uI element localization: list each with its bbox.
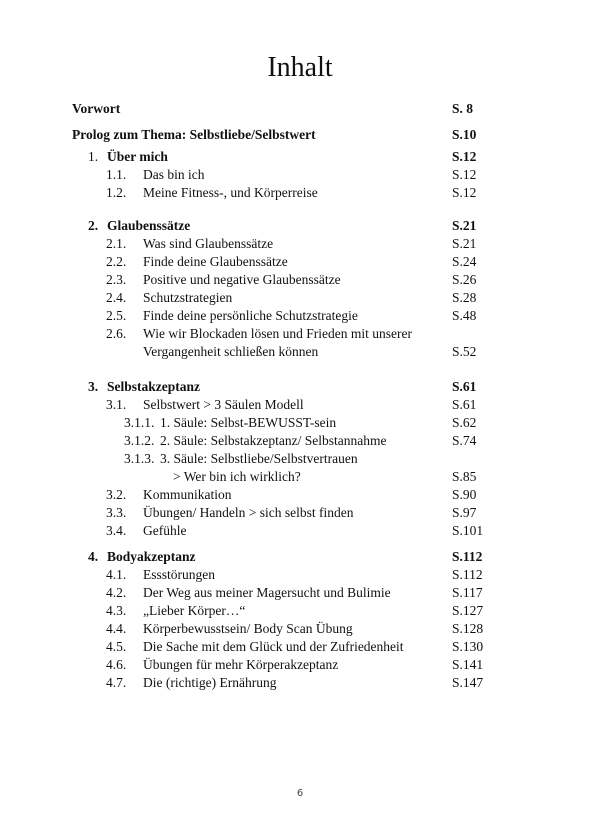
toc-entry-number: 4.3. — [106, 603, 127, 618]
toc-entry-page: S.112 — [452, 549, 483, 564]
toc-entry-number: 2. — [88, 218, 99, 233]
toc-entry-title: Schutzstrategien — [143, 290, 233, 305]
toc-entry-number: 3.1.2. — [124, 433, 155, 448]
toc-entry-page: S.61 — [452, 379, 477, 394]
toc-entry-title: Selbstwert > 3 Säulen Modell — [143, 397, 304, 412]
toc-entry — [0, 656, 600, 674]
toc-entry-number: 4. — [88, 549, 99, 564]
toc-entry-title: Prolog zum Thema: Selbstliebe/Selbstwert — [72, 127, 316, 142]
toc-entry-number: 3.4. — [106, 523, 127, 538]
toc-entry — [0, 378, 600, 396]
toc-entry — [0, 396, 600, 414]
toc-entry-page: S.52 — [452, 344, 477, 359]
toc-entry — [0, 289, 600, 307]
toc-entry — [0, 307, 600, 325]
toc-entry-number: 4.7. — [106, 675, 127, 690]
toc-title: Inhalt — [267, 52, 333, 83]
toc-entry-page: S.21 — [452, 236, 477, 251]
toc-entry — [0, 253, 600, 271]
toc-entry — [0, 325, 600, 343]
toc-entry-title: Die Sache mit dem Glück und der Zufriedenheit — [143, 639, 404, 654]
toc-entry-number: 4.6. — [106, 657, 127, 672]
toc-entry-number: 2.6. — [106, 326, 127, 341]
toc-entry-number: 2.3. — [106, 272, 127, 287]
page-number: 6 — [296, 788, 304, 799]
toc-entry-title: Selbstakzeptanz — [107, 379, 201, 394]
toc-entry — [0, 100, 600, 118]
toc-entry — [0, 486, 600, 504]
toc-entry-page: S.127 — [452, 603, 484, 618]
toc-entry — [0, 674, 600, 692]
toc-entry-page: S.97 — [452, 505, 477, 520]
toc-entry — [0, 148, 600, 166]
toc-entry — [0, 271, 600, 289]
toc-entry-title: Vorwort — [72, 101, 121, 116]
toc-entry-title: > Wer bin ich wirklich? — [173, 469, 301, 484]
toc-entry-title: Finde deine Glaubenssätze — [143, 254, 288, 269]
toc-entry-title: Wie wir Blockaden lösen und Frieden mit unserer — [143, 326, 413, 341]
toc-entry-page: S.12 — [452, 167, 477, 182]
toc-entry — [0, 522, 600, 540]
toc-entry-title: Das bin ich — [143, 167, 205, 182]
toc-entry-number: 1. — [88, 149, 99, 164]
toc-entry — [0, 166, 600, 184]
toc-entry-page: S.12 — [452, 185, 477, 200]
toc-entry-page: S.117 — [452, 585, 483, 600]
toc-entry-number: 3.1.3. — [124, 451, 155, 466]
toc-entry-title: Was sind Glaubenssätze — [143, 236, 274, 251]
toc-entry-title: Über mich — [107, 149, 168, 164]
toc-entry-number: 4.4. — [106, 621, 127, 636]
toc-entry — [0, 638, 600, 656]
toc-entry-number: 3.1. — [106, 397, 127, 412]
toc-entry-page: S.24 — [452, 254, 477, 269]
toc-entry-title: 3. Säule: Selbstliebe/Selbstvertrauen — [160, 451, 358, 466]
toc-entry-title: „Lieber Körper…“ — [143, 603, 246, 618]
toc-entry-title: Übungen/ Handeln > sich selbst finden — [143, 505, 354, 520]
toc-entry-title: Finde deine persönliche Schutzstrategie — [143, 308, 358, 323]
toc-entry — [0, 343, 600, 361]
toc-entry-title: Bodyakzeptanz — [107, 549, 196, 564]
toc-entry — [0, 432, 600, 450]
toc-entry-page: S.101 — [452, 523, 484, 538]
toc-entry-page: S.26 — [452, 272, 477, 287]
toc-entry-number: 2.5. — [106, 308, 127, 323]
toc-entry-page: S.21 — [452, 218, 477, 233]
toc-entry-title: Vergangenheit schließen können — [143, 344, 319, 359]
toc-entry-page: S.112 — [452, 567, 483, 582]
toc-entry-title: Die (richtige) Ernährung — [143, 675, 277, 690]
toc-entry — [0, 566, 600, 584]
toc-entry-title: Kommunikation — [143, 487, 232, 502]
toc-entry-number: 2.2. — [106, 254, 127, 269]
toc-entry-page: S.62 — [452, 415, 477, 430]
toc-entry-title: Positive und negative Glaubenssätze — [143, 272, 341, 287]
toc-entry-page: S.130 — [452, 639, 484, 654]
toc-entry — [0, 504, 600, 522]
toc-entry-title: Körperbewusstsein/ Body Scan Übung — [143, 621, 353, 636]
toc-entry-page: S.141 — [452, 657, 484, 672]
toc-entry-title: Der Weg aus meiner Magersucht und Bulimie — [143, 585, 391, 600]
toc-entry-number: 4.1. — [106, 567, 127, 582]
toc-entry-page: S.12 — [452, 149, 477, 164]
toc-entry — [0, 184, 600, 202]
toc-entry-title: Glaubenssätze — [107, 218, 191, 233]
toc-entry-page: S.10 — [452, 127, 477, 142]
toc-entry-title: Gefühle — [143, 523, 187, 538]
toc-entry-number: 1.2. — [106, 185, 127, 200]
toc-entry — [0, 414, 600, 432]
toc-entry-number: 2.1. — [106, 236, 127, 251]
toc-entry-number: 3.3. — [106, 505, 127, 520]
toc-entry-page: S.128 — [452, 621, 484, 636]
toc-entry-page: S. 8 — [452, 101, 474, 116]
toc-entry — [0, 217, 600, 235]
toc-entry-page: S.90 — [452, 487, 477, 502]
toc-entry-number: 3.2. — [106, 487, 127, 502]
toc-entry-number: 3. — [88, 379, 99, 394]
toc-entry-title: 1. Säule: Selbst-BEWUSST-sein — [160, 415, 337, 430]
toc-entry-number: 1.1. — [106, 167, 127, 182]
toc-entry — [0, 584, 600, 602]
toc-entry — [0, 468, 600, 486]
toc-entry-title: 2. Säule: Selbstakzeptanz/ Selbstannahme — [160, 433, 387, 448]
toc-entry — [0, 126, 600, 144]
toc-entry-page: S.85 — [452, 469, 477, 484]
toc-entry-number: 4.5. — [106, 639, 127, 654]
toc-entry — [0, 602, 600, 620]
toc-entry-title: Meine Fitness-, und Körperreise — [143, 185, 318, 200]
toc-entry-title: Essstörungen — [143, 567, 215, 582]
toc-entry-number: 2.4. — [106, 290, 127, 305]
toc-entry-page: S.28 — [452, 290, 477, 305]
toc-entry-number: 4.2. — [106, 585, 127, 600]
toc-entry-page: S.48 — [452, 308, 477, 323]
toc-entry — [0, 450, 600, 468]
toc-entry — [0, 235, 600, 253]
toc-entry-page: S.74 — [452, 433, 477, 448]
toc-entry — [0, 548, 600, 566]
toc-entry-page: S.61 — [452, 397, 477, 412]
toc-entry — [0, 620, 600, 638]
toc-entry-page: S.147 — [452, 675, 484, 690]
toc-entry-number: 3.1.1. — [124, 415, 155, 430]
toc-entry-title: Übungen für mehr Körperakzeptanz — [143, 657, 339, 672]
